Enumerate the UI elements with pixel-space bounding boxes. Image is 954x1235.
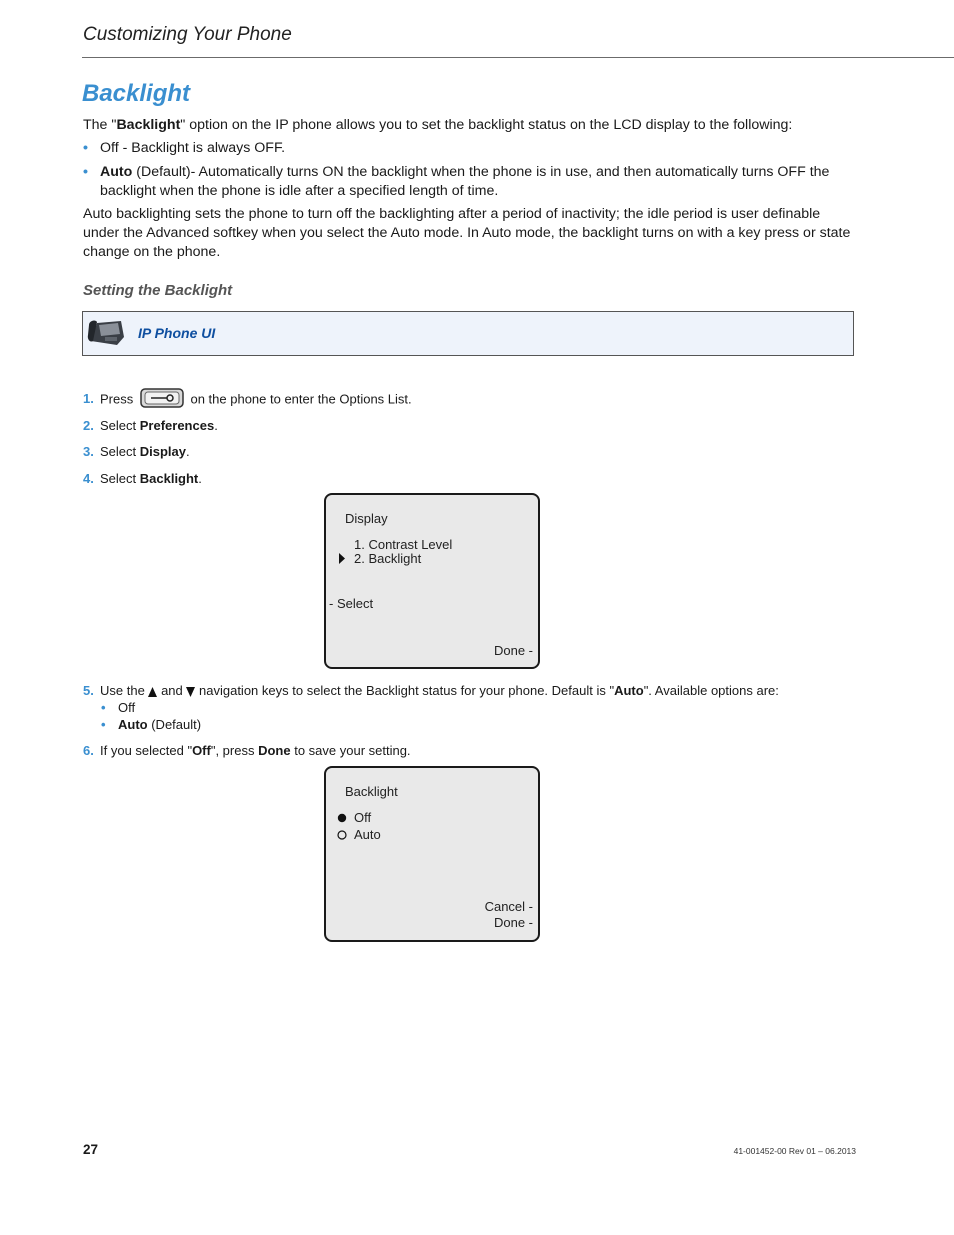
softkey-done[interactable]: Done -	[493, 915, 533, 930]
step-4: 4. Select Backlight.	[83, 471, 202, 486]
selection-arrow-icon	[338, 553, 346, 564]
step-number: 2.	[83, 418, 94, 433]
step-number: 3.	[83, 444, 94, 459]
radio-option-auto[interactable]: Auto	[354, 827, 381, 842]
bullet-marker: •	[83, 164, 88, 180]
page-number: 27	[83, 1142, 99, 1157]
menu-item-backlight[interactable]: 2. Backlight	[354, 551, 422, 566]
document-reference: 41-001452-00 Rev 01 – 06.2013	[733, 1146, 856, 1156]
step-number: 5.	[83, 683, 94, 698]
bullet-marker: •	[101, 700, 106, 715]
section-subheading: Setting the Backlight	[83, 282, 233, 299]
step-number: 6.	[83, 743, 94, 758]
ip-phone-ui-label: IP Phone UI	[138, 325, 216, 341]
header-divider	[82, 57, 954, 58]
intro-paragraph: The "Backlight" option on the IP phone allows you to set the backlight status on the LCD display to the following:	[83, 117, 793, 133]
bullet-marker: •	[101, 717, 106, 732]
step-6: 6. If you selected "Off", press Done to save your setting.	[83, 743, 411, 758]
radio-unselected-icon[interactable]	[337, 830, 347, 840]
screen-title: Backlight	[345, 784, 398, 799]
softkey-done[interactable]: Done -	[493, 643, 533, 658]
bullet-marker: •	[83, 140, 88, 156]
step-2: 2. Select Preferences.	[83, 418, 218, 433]
step-number: 4.	[83, 471, 94, 486]
option-auto: • Auto (Default)	[101, 717, 202, 732]
page-title: Backlight	[82, 80, 191, 107]
display-menu-screen	[324, 493, 540, 669]
backlight-options-screen	[324, 766, 540, 942]
auto-paragraph: Auto backlighting sets the phone to turn off the backlighting after a period of inactivity; the idle period is user definable under the Advanced softkey when you select the Auto mode. In Auto mode, the backlight turns on with a key press or state change on the phone.	[83, 206, 851, 260]
up-arrow-icon	[148, 687, 157, 697]
desk-phone-icon	[87, 317, 127, 349]
radio-option-off[interactable]: Off	[354, 810, 372, 825]
step-5: 5. Use the and navigation keys to select the Backlight status for your phone. Default is "Auto". Available options are:	[83, 683, 779, 698]
radio-selected-icon[interactable]	[337, 813, 347, 823]
step-number: 1.	[83, 391, 94, 406]
softkey-select[interactable]: - Select	[329, 596, 374, 611]
options-key-icon	[140, 388, 184, 408]
screen-title: Display	[345, 511, 388, 526]
option-off: • Off	[101, 700, 136, 715]
softkey-cancel[interactable]: Cancel -	[484, 899, 533, 914]
step-3: 3. Select Display.	[83, 444, 190, 459]
menu-item-contrast-level[interactable]: 1. Contrast Level	[354, 537, 453, 552]
section-header-title: Customizing Your Phone	[83, 24, 292, 45]
down-arrow-icon	[186, 687, 195, 697]
step-1: 1. Press on the phone to enter the Options List.	[83, 390, 683, 410]
ip-phone-ui-box	[82, 311, 854, 356]
